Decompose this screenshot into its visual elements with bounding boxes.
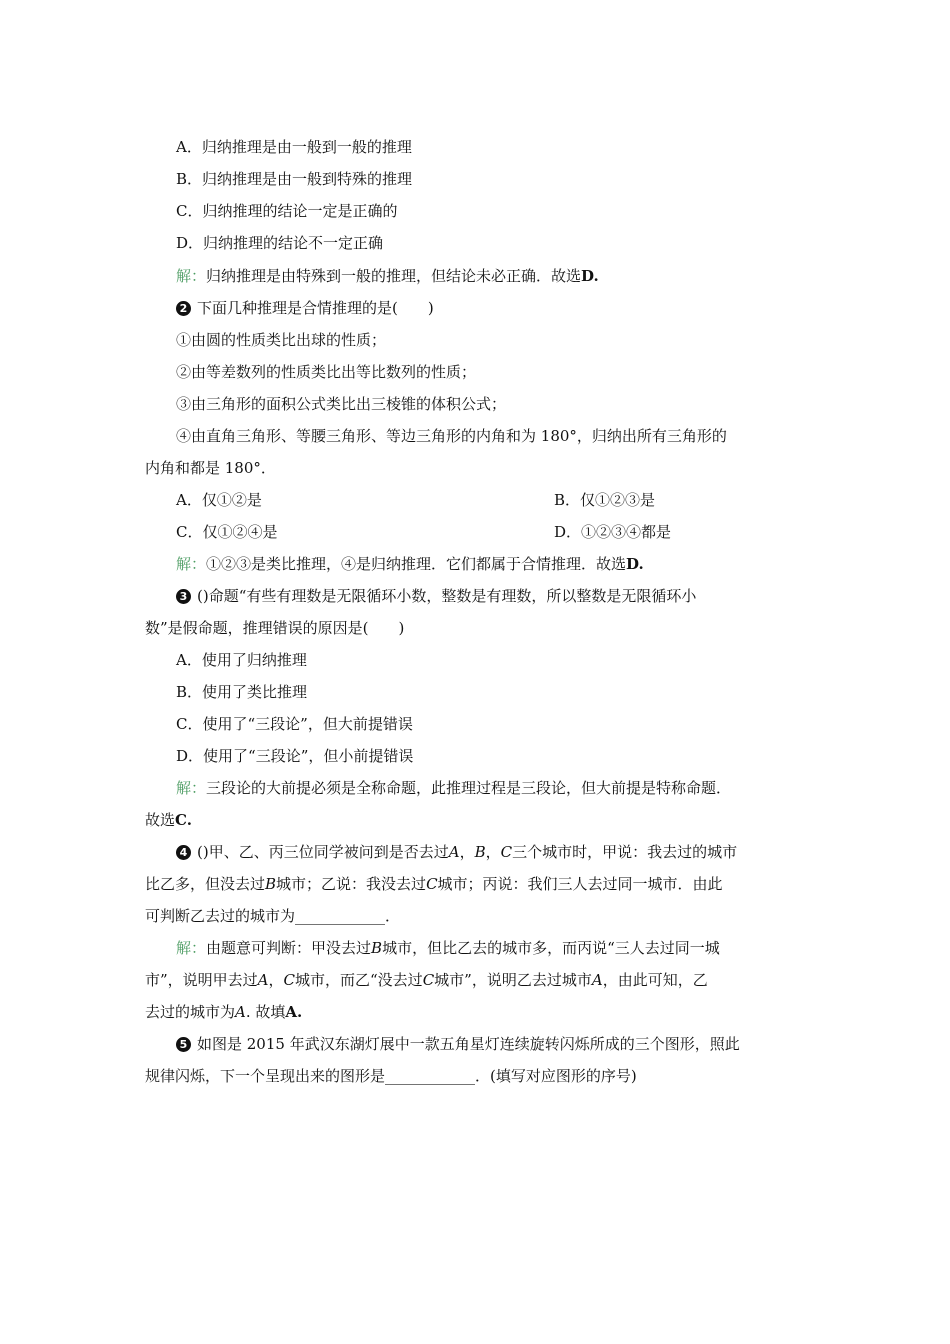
q1-solution: 解：归纳推理是由特殊到一般的推理，但结论未必正确．故选D. <box>176 267 599 285</box>
q1-option-b: B．归纳推理是由一般到特殊的推理 <box>176 170 413 188</box>
solution-label: 解： <box>176 779 207 797</box>
question-number-badge: 2 <box>176 301 191 316</box>
q2-item-2: ②由等差数列的性质类比出等比数列的性质； <box>176 363 477 381</box>
q2-solution: 解：①②③是类比推理，④是归纳推理．它们都属于合情推理．故选D. <box>176 555 644 573</box>
answer: D. <box>626 555 644 573</box>
q2-options-cd <box>176 522 816 542</box>
q2-option-d: D．①②③④都是 <box>554 523 672 541</box>
question-number-badge: 3 <box>176 589 191 604</box>
answer: A. <box>285 1003 303 1021</box>
q2-item-1: ①由圆的性质类比出球的性质； <box>176 331 387 349</box>
question-number-badge: 4 <box>176 845 191 860</box>
solution-label: 解： <box>176 555 207 573</box>
q3-option-b: B．使用了类比推理 <box>176 683 308 701</box>
solution-label: 解： <box>176 939 207 957</box>
q2-options-ab <box>176 490 816 510</box>
q5-stem: 5 如图是 2015 年武汉东湖灯展中一款五角星灯连续旋转闪烁所成的三个图形，照此 <box>176 1034 816 1054</box>
answer: C. <box>175 811 192 829</box>
q4-stem-cont-2: 可判断乙去过的城市为____________． <box>145 907 401 925</box>
q2-item-3: ③由三角形的面积公式类比出三棱锥的体积公式； <box>176 395 507 413</box>
q2-item-4: ④由直角三角形、等腰三角形、等边三角形的内角和为 180°，归纳出所有三角形的 <box>176 427 727 445</box>
q4-solution-cont-2: 去过的城市为A. 故填A. <box>145 1003 303 1021</box>
q3-stem-cont: 数”是假命题，推理错误的原因是( ) <box>145 619 405 637</box>
q4-solution-cont-1: 市”，说明甲去过A，C城市，而乙“没去过C城市”，说明乙去过城市A，由此可知，乙 <box>145 971 708 989</box>
q3-stem: 3 ()命题“有些有理数是无限循环小数，整数是有理数，所以整数是无限循环小 <box>176 586 816 606</box>
q5-stem-cont: 规律闪烁，下一个呈现出来的图形是____________．(填写对应图形的序号) <box>145 1067 637 1085</box>
q3-option-c: C．使用了“三段论”，但大前提错误 <box>176 715 413 733</box>
q3-option-d: D．使用了“三段论”，但小前提错误 <box>176 747 414 765</box>
q3-solution: 解：三段论的大前提必须是全称命题，此推理过程是三段论，但大前提是特称命题． <box>176 779 732 797</box>
q2-item-4-cont: 内角和都是 180°． <box>145 459 276 477</box>
question-number-badge: 5 <box>176 1037 191 1052</box>
q1-option-c: C．归纳推理的结论一定是正确的 <box>176 202 398 220</box>
q4-stem: 4 ()甲、乙、丙三位同学被问到是否去过A，B，C三个城市时，甲说：我去过的城市 <box>176 842 816 862</box>
q2-option-c: C．仅①②④是 <box>176 523 278 541</box>
q1-option-a: A．归纳推理是由一般到一般的推理 <box>176 138 412 156</box>
q2-stem: 2 下面几种推理是合情推理的是( ) <box>176 298 816 318</box>
q4-solution: 解：由题意可判断：甲没去过B城市，但比乙去的城市多，而丙说“三人去过同一城 <box>176 939 720 957</box>
q2-option-a: A．仅①②是 <box>176 491 262 509</box>
q3-solution-cont: 故选C. <box>145 811 192 829</box>
q1-option-d: D．归纳推理的结论不一定正确 <box>176 234 384 252</box>
q4-stem-cont-1: 比乙多，但没去过B城市；乙说：我没去过C城市；丙说：我们三人去过同一城市．由此 <box>145 875 723 893</box>
q3-option-a: A．使用了归纳推理 <box>176 651 307 669</box>
answer: D. <box>581 267 599 285</box>
solution-label: 解： <box>176 267 207 285</box>
q2-option-b: B．仅①②③是 <box>554 491 656 509</box>
